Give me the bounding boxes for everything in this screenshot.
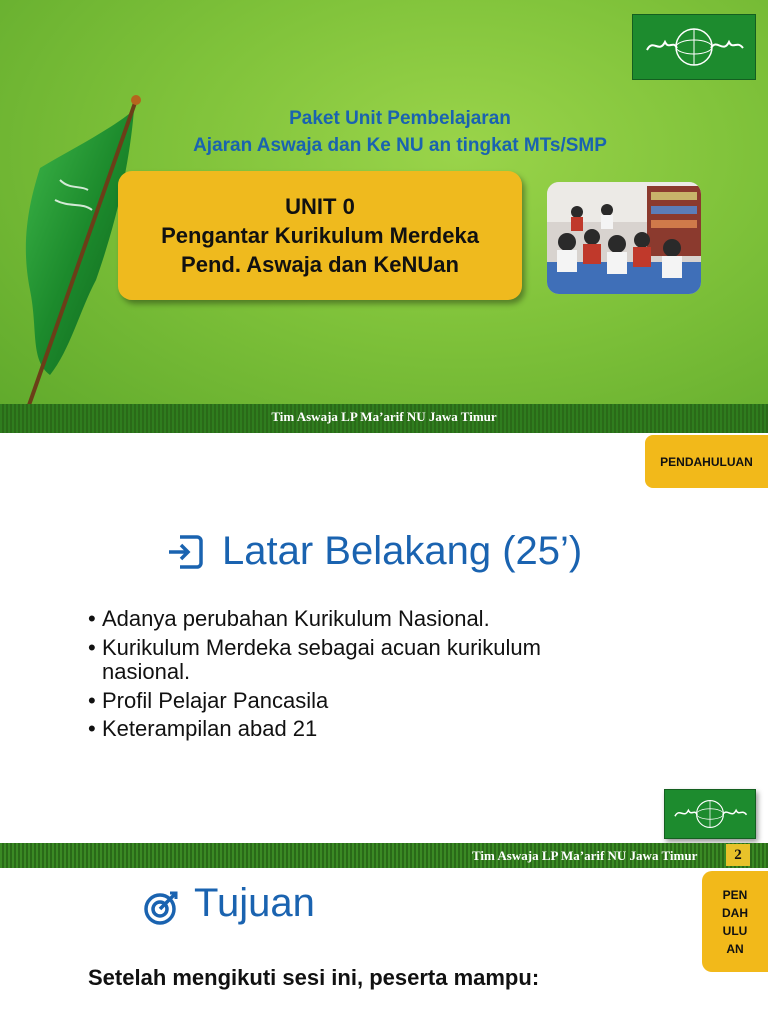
slide2-footer [0,843,768,868]
target-icon [143,890,181,926]
bullet-dot: • [88,716,96,741]
unit-number: UNIT 0 [285,194,355,219]
list-item [88,717,648,742]
nu-logo [632,14,756,80]
bullet-dot: • [88,606,96,631]
background-slide [0,433,768,843]
classroom-photo [547,182,701,294]
course-title-line1: Paket Unit Pembelajaran [289,108,511,129]
nu-emblem-icon [669,793,751,835]
unit-subject: Pend. Aswaja dan KeNUan [181,252,459,277]
unit-box [118,171,522,300]
slide-heading: Tujuan [194,881,315,925]
section-tab: PENDAHULUAN [645,435,768,488]
nu-logo [664,789,756,839]
nu-emblem-icon [639,20,749,74]
bullet-dot: • [88,687,96,713]
section-tab [702,871,768,972]
bullet-text: Profil Pelajar Pancasila [102,687,329,713]
unit-title: Pengantar Kurikulum Merdeka [161,223,479,248]
bullet-text: Keterampilan abad 21 [102,716,318,741]
slide-subheading: Setelah mengikuti sesi ini, peserta mampu: [88,965,540,990]
bullet-list [88,607,648,742]
bullet-text: Adanya perubahan Kurikulum Nasional. [102,606,490,631]
course-title-line2: Ajaran Aswaja dan Ke NU an tingkat MTs/SMP [193,135,607,156]
bullet-text: Kurikulum Merdeka sebagai acuan kurikulum nasional. [102,634,541,684]
list-item [88,689,648,714]
list-item [88,636,648,685]
section-tab-label: PEN DAH ULU AN [722,887,748,956]
footer-text: Tim Aswaja LP Ma’arif NU Jawa Timur [271,409,497,424]
objectives-slide [0,868,768,1024]
slide1-footer [0,404,768,433]
footer-text: Tim Aswaja LP Ma’arif NU Jawa Timur [472,848,698,863]
list-item [88,607,648,632]
slide-heading: Latar Belakang (25’) [222,529,583,573]
bullet-dot: • [88,634,96,660]
title-slide [0,0,768,433]
page-number: 2 [726,844,750,866]
enter-icon [166,534,204,570]
